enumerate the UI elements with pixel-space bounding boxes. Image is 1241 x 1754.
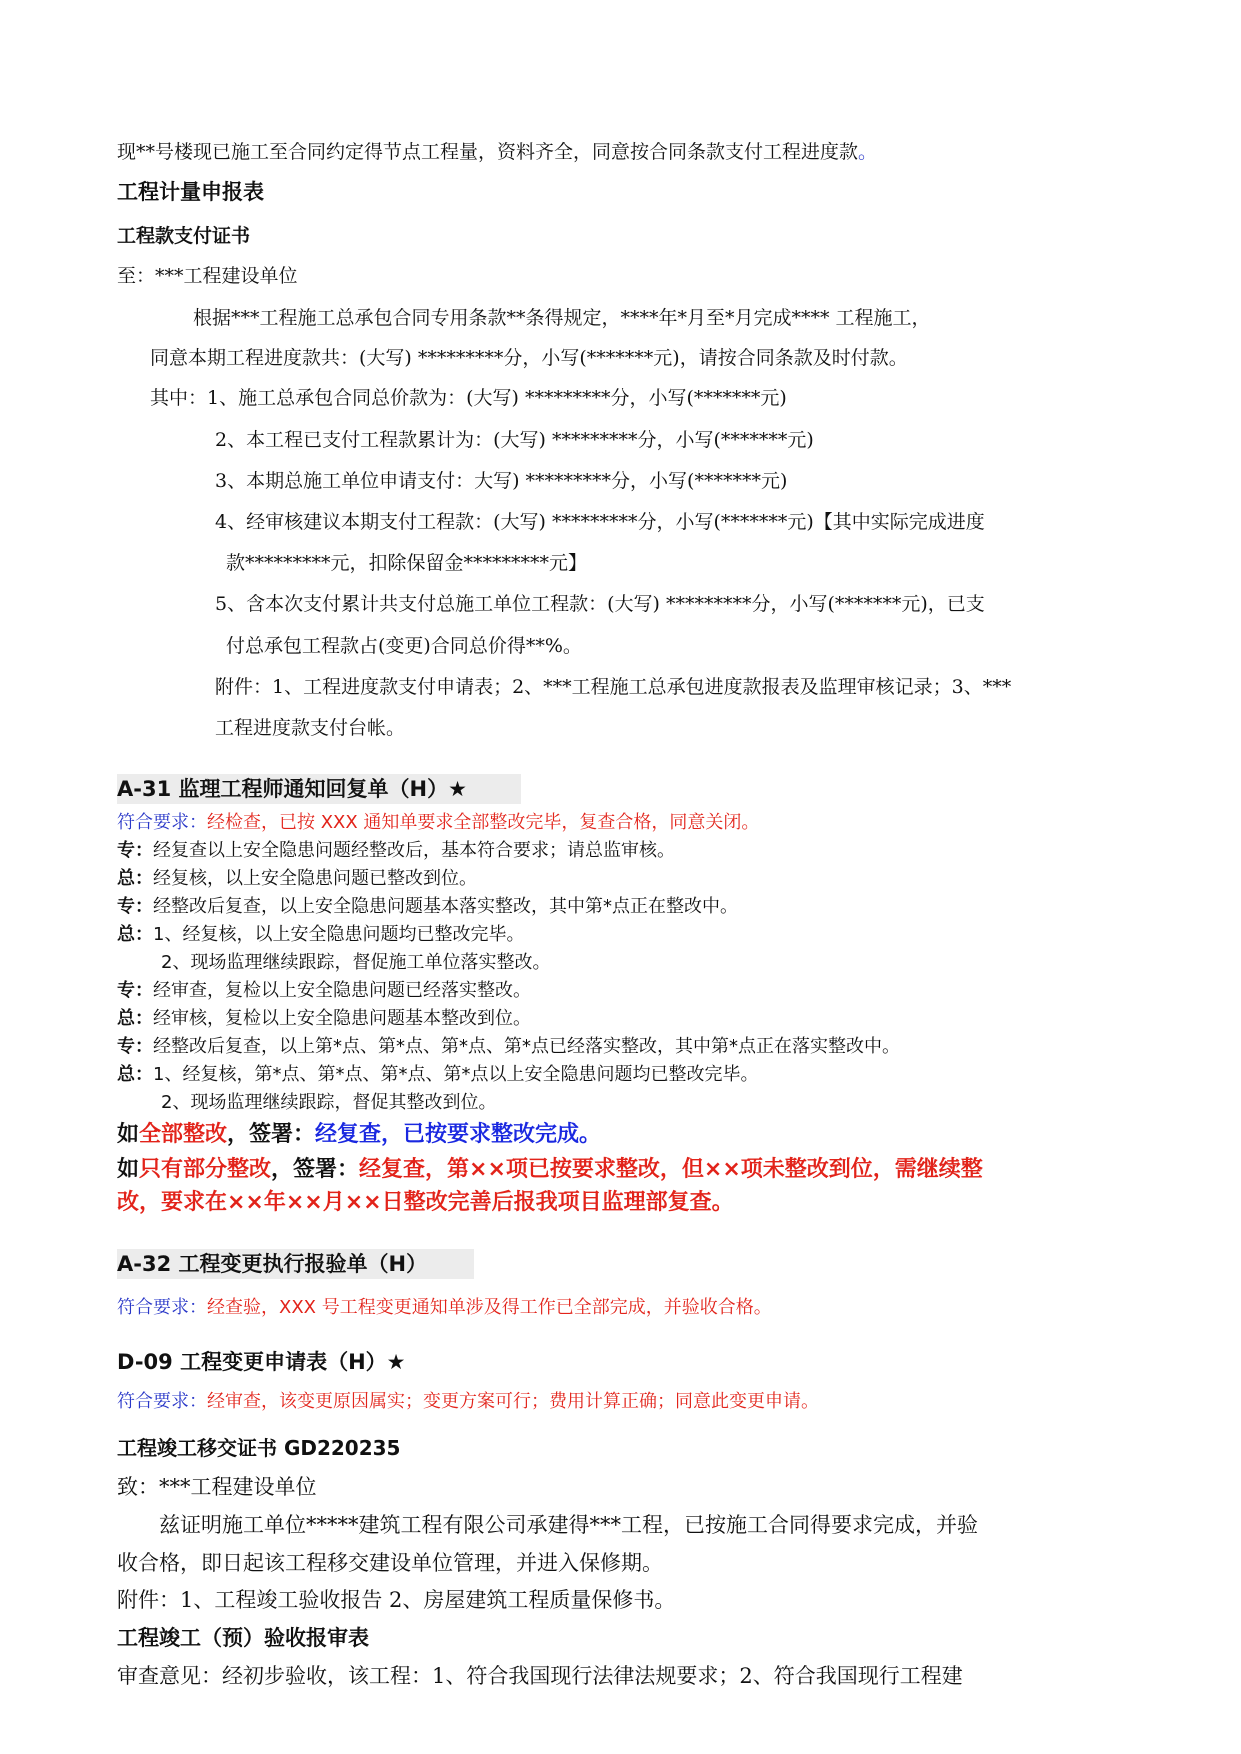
a31-requirement: [117, 811, 759, 835]
cert-attachments-2: 工程进度款支付台帐。: [215, 717, 406, 739]
cert-para-1: 根据***工程施工总承包合同专用条款**条得规定，****年*月至*月完成**** 工程施工，: [193, 307, 931, 329]
a32-requirement-text: 经查验，XXX 号工程变更通知单涉及得工作已全部完成，并验收合格。: [207, 1297, 772, 1318]
cert-para-2: 同意本期工程进度款共：(大写) *********分，小写(*******元)，请按合同条款及时付款。: [150, 347, 908, 369]
progress-payment-text: 现**号楼现已施工至合同约定得节点工程量，资料齐全，同意按合同条款支付工程进度款: [117, 141, 859, 163]
handover-certificate-title: 工程竣工移交证书 GD220235: [117, 1436, 401, 1460]
a31-full-sign-label: ，签署：: [227, 1122, 316, 1147]
cert-para-9: 付总承包工程款占(变更)合同总价得**%。: [226, 635, 582, 657]
a31-row-text: 经审核，复检以上安全隐患问题基本整改到位。: [153, 1008, 531, 1029]
a31-partial-signature-cont: 改，要求在××年××月××日整改完善后报我项目监理部复查。: [117, 1190, 734, 1215]
d09-requirement: [117, 1390, 819, 1414]
cert-para-3: 其中：1、施工总承包合同总价款为：(大写) *********分，小写(*******元): [150, 387, 787, 409]
a31-row-key: 专：: [117, 1036, 153, 1057]
a32-requirement: [117, 1296, 772, 1320]
a31-full-highlight: 全部整改: [139, 1122, 228, 1147]
a31-row-text: 2、现场监理继续跟踪，督促其整改到位。: [161, 1092, 497, 1113]
a31-row-text: 经复查以上安全隐患问题经整改后，基本符合要求；请总监审核。: [153, 840, 675, 861]
a31-row-text: 1、经复核，第*点、第*点、第*点、第*点以上安全隐患问题均已整改完毕。: [153, 1064, 759, 1085]
a31-partial-sign-label: ，签署：: [271, 1157, 360, 1182]
handover-para-1: 兹证明施工单位*****建筑工程有限公司承建得***工程，已按施工合同得要求完成，并验: [159, 1513, 978, 1537]
a31-row: [117, 867, 477, 891]
a31-row: [117, 979, 531, 1003]
a31-row: [161, 1091, 496, 1115]
a31-row-text: 经复核，以上安全隐患问题已整改到位。: [153, 868, 477, 889]
a31-row: [117, 1007, 531, 1031]
a32-requirement-label: 符合要求：: [117, 1297, 207, 1318]
a31-row-text: 2、现场监理继续跟踪，督促施工单位落实整改。: [161, 952, 551, 973]
section-a31-title: A-31 监理工程师通知回复单（H）★: [117, 774, 521, 804]
a31-row-key: 专：: [117, 896, 153, 917]
acceptance-review-opinion: 审查意见：经初步验收，该工程：1、符合我国现行法律法规要求；2、符合我国现行工程建: [117, 1664, 963, 1688]
handover-recipient: 致：***工程建设单位: [117, 1475, 317, 1499]
a31-row: [117, 923, 524, 947]
a31-row-text: 经审查，复检以上安全隐患问题已经落实整改。: [153, 980, 531, 1001]
a31-row-key: 专：: [117, 980, 153, 1001]
a31-row-text: 经整改后复查，以上安全隐患问题基本落实整改，其中第*点正在整改中。: [153, 896, 738, 917]
a31-row-text: 1、经复核，以上安全隐患问题均已整改完毕。: [153, 924, 525, 945]
a31-partial-highlight: 只有部分整改: [139, 1157, 272, 1182]
a31-row-key: 总：: [117, 924, 153, 945]
a31-row-text: 经整改后复查，以上第*点、第*点、第*点、第*点已经落实整改，其中第*点正在落实整改中。: [153, 1036, 900, 1057]
a31-full-rectification-note: [117, 1120, 601, 1150]
d09-requirement-text: 经审查，该变更原因属实；变更方案可行；费用计算正确；同意此变更申请。: [207, 1391, 819, 1412]
cert-para-5: 3、本期总施工单位申请支付：大写) *********分，小写(*******元): [215, 470, 788, 492]
a31-requirement-label: 符合要求：: [117, 812, 207, 833]
a31-row: [117, 895, 738, 919]
a31-row-key: 总：: [117, 1008, 153, 1029]
a31-requirement-text: 经检查，已按 XXX 通知单要求全部整改完毕，复查合格，同意关闭。: [207, 812, 760, 833]
heading-measurement-report: 工程计量申报表: [117, 180, 264, 204]
a31-row-key: 总：: [117, 868, 153, 889]
progress-payment-note: [117, 140, 877, 164]
a31-full-signature: 经复查，已按要求整改完成。: [315, 1122, 602, 1147]
d09-requirement-label: 符合要求：: [117, 1391, 207, 1412]
cert-para-7: 款*********元，扣除保留金*********元】: [226, 552, 588, 574]
a31-row: [117, 839, 675, 863]
a31-full-prefix: 如: [117, 1122, 140, 1147]
cert-para-6: 4、经审核建议本期支付工程款：(大写) *********分，小写(*******元)【其中实际完成进度: [215, 511, 985, 533]
a31-row: [161, 951, 550, 975]
heading-payment-certificate: 工程款支付证书: [117, 225, 251, 247]
a31-row-key: 总：: [117, 1064, 153, 1085]
a31-partial-signature: 经复查，第××项已按要求整改，但××项未整改到位，需继续整: [359, 1157, 983, 1182]
a31-row: [117, 1063, 758, 1087]
cert-attachments-1: 附件：1、工程进度款支付申请表；2、***工程施工总承包进度款报表及监理审核记录；3、***: [215, 676, 1012, 698]
a31-partial-prefix: 如: [117, 1157, 140, 1182]
cert-para-8: 5、含本次支付累计共支付总施工单位工程款：(大写) *********分，小写(*******元)，已支: [215, 593, 985, 615]
handover-attachments: 附件：1、工程竣工验收报告 2、房屋建筑工程质量保修书。: [117, 1588, 676, 1612]
a31-partial-rectification-note: [117, 1155, 983, 1185]
a31-row-key: 专：: [117, 840, 153, 861]
section-a32-title: A-32 工程变更执行报验单（H）: [117, 1249, 474, 1279]
acceptance-report-title: 工程竣工（预）验收报审表: [117, 1626, 369, 1650]
cert-para-4: 2、本工程已支付工程款累计为：(大写) *********分，小写(*******元): [215, 429, 814, 451]
progress-payment-period: 。: [858, 141, 878, 163]
handover-para-2: 收合格，即日起该工程移交建设单位管理，并进入保修期。: [117, 1551, 663, 1575]
section-d09-title: D-09 工程变更申请表（H）★: [117, 1350, 406, 1374]
a31-row: [117, 1035, 900, 1059]
cert-recipient: 至：***工程建设单位: [117, 265, 298, 287]
